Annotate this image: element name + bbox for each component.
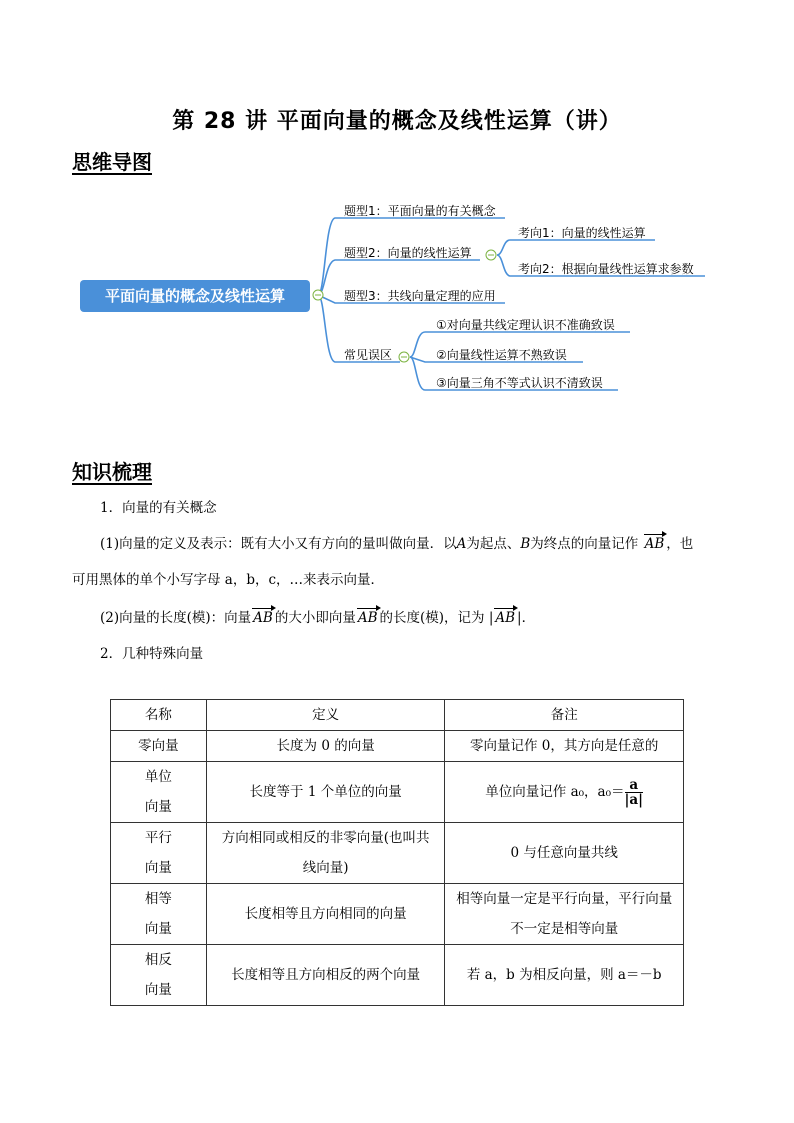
table-row [111,884,684,945]
text-segment: ，也 [666,536,694,552]
name-line: 相等 [144,891,172,907]
mind-map-branch-2-child-1: 考向1：向量的线性运算 [518,226,646,240]
fraction-denominator: |a| [624,792,644,808]
name-line: 向量 [144,921,172,937]
text-segment: (1)向量的定义及表示：既有大小又有方向的量叫做向量．以 [100,536,457,552]
name-line: 相反 [144,952,172,968]
mind-map [0,190,794,400]
table-row [111,945,684,1006]
table-cell-name: 零向量 [111,731,207,762]
knowledge-item-2: 2．几种特殊向量 [100,646,204,662]
note-line: 相等向量一定是平行向量，平行向量 [456,891,673,907]
mind-map-branch-2-child-2: 考向2：根据向量线性运算求参数 [518,262,694,276]
table-cell-definition [206,823,445,884]
text-segment: 的长度(模)，记为 | [379,610,494,626]
table-header: 名称 [111,700,207,731]
vector-ab: AB [357,610,378,626]
text-segment: 为终点的向量记作 [530,536,639,552]
table-row [111,762,684,823]
vector-ab: AB [495,610,516,626]
table-cell-note [445,884,684,945]
text-segment: (2)向量的长度(模)：向量 [100,610,252,626]
vector-ab: AB [253,610,273,626]
table-cell-note: 若 a，b 为相反向量，则 a＝－b [445,945,684,1006]
mind-map-root: 平面向量的概念及线性运算 [80,280,310,312]
table-header-row [111,700,684,731]
table-cell-note [445,762,684,823]
name-line: 向量 [144,860,172,876]
definition-line: 方向相同或相反的非零向量(也叫共 [221,830,430,846]
fraction [625,778,644,807]
vector-notation-line: 可用黑体的单个小写字母 a，b，c，…来表示向量． [72,572,385,588]
name-line: 单位 [144,769,172,785]
table-header: 定义 [206,700,445,731]
point-b: B [520,536,531,552]
note-line: 不一定是相等向量 [510,921,619,937]
knowledge-item-1: 1．向量的有关概念 [100,500,217,516]
table-row [111,823,684,884]
table-header: 备注 [445,700,684,731]
table-cell-definition: 长度相等且方向相反的两个向量 [206,945,445,1006]
mind-map-branch-3: 题型3：共线向量定理的应用 [344,289,496,303]
mind-map-branch-4-child-2: ②向量线性运算不熟致误 [436,348,567,362]
vector-ab: AB [644,536,665,552]
section-heading-mindmap: 思维导图 [72,150,152,174]
table-cell-note: 零向量记作 0，其方向是任意的 [445,731,684,762]
text-segment: 的大小即向量 [274,610,356,626]
name-line: 平行 [144,830,172,846]
section-heading-knowledge: 知识梳理 [72,460,152,484]
mind-map-branch-4-child-1: ①对向量共线定理认识不准确致误 [436,318,615,332]
text-segment: 为起点、 [466,536,521,552]
table-cell-definition: 长度等于 1 个单位的向量 [206,762,445,823]
mind-map-branch-2: 题型2：向量的线性运算 [344,246,472,260]
mind-map-branch-4-child-3: ③向量三角不等式认识不清致误 [436,376,603,390]
name-line: 向量 [144,799,172,815]
table-row [111,731,684,762]
point-a: A [456,536,467,552]
table-cell-name [111,884,207,945]
table-cell-name [111,823,207,884]
definition-line: 线向量) [302,860,349,876]
table-cell-name [111,762,207,823]
table-cell-note: 0 与任意向量共线 [445,823,684,884]
mind-map-branch-1: 题型1：平面向量的有关概念 [344,204,496,218]
table-cell-definition: 长度为 0 的向量 [206,731,445,762]
table-cell-name [111,945,207,1006]
text-segment: |． [517,610,536,626]
vector-definition-line [100,532,693,552]
mind-map-branch-4: 常见误区 [344,348,393,362]
special-vectors-table [110,699,684,1006]
note-text: 单位向量记作 a₀，a₀＝ [485,784,625,800]
page-title: 第 28 讲 平面向量的概念及线性运算（讲） [172,109,622,134]
name-line: 向量 [144,982,172,998]
table-cell-definition: 长度相等且方向相同的向量 [206,884,445,945]
fraction-numerator: a [625,778,644,793]
vector-length-line [100,606,535,626]
